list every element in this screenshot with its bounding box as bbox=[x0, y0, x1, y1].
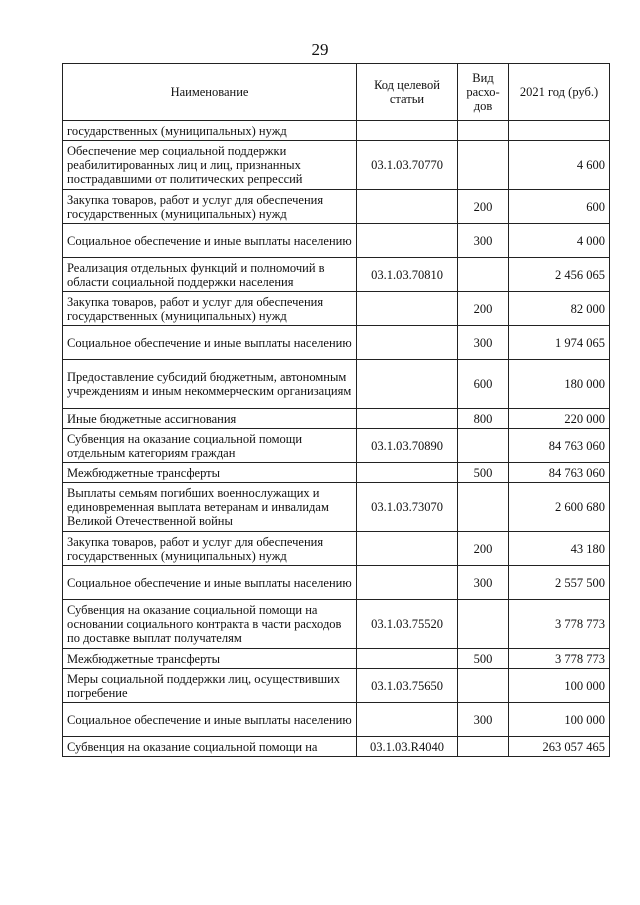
cell-code: 03.1.03.R4040 bbox=[357, 737, 458, 757]
header-row bbox=[63, 64, 610, 121]
cell-sum: 2 557 500 bbox=[509, 566, 610, 600]
cell-type bbox=[458, 258, 509, 292]
cell-name: Закупка товаров, работ и услуг для обеспечения государственных (муниципальных) нужд bbox=[63, 532, 357, 566]
cell-name: Иные бюджетные ассигнования bbox=[63, 409, 357, 429]
cell-type: 800 bbox=[458, 409, 509, 429]
cell-sum: 3 778 773 bbox=[509, 600, 610, 649]
cell-name: Социальное обеспечение и иные выплаты населению bbox=[63, 326, 357, 360]
table-row bbox=[63, 532, 610, 566]
table-row bbox=[63, 463, 610, 483]
table-header bbox=[63, 64, 610, 121]
cell-name: Межбюджетные трансферты bbox=[63, 463, 357, 483]
cell-sum bbox=[509, 121, 610, 141]
cell-name: Социальное обеспечение и иные выплаты населению bbox=[63, 566, 357, 600]
table-row bbox=[63, 669, 610, 703]
budget-table bbox=[62, 63, 610, 757]
cell-type: 300 bbox=[458, 224, 509, 258]
cell-sum: 100 000 bbox=[509, 703, 610, 737]
table-row bbox=[63, 121, 610, 141]
cell-type bbox=[458, 429, 509, 463]
cell-sum: 2 456 065 bbox=[509, 258, 610, 292]
cell-code bbox=[357, 360, 458, 409]
cell-name: Реализация отдельных функций и полномочий в области социальной поддержки населения bbox=[63, 258, 357, 292]
cell-sum: 4 000 bbox=[509, 224, 610, 258]
cell-type bbox=[458, 737, 509, 757]
cell-name: Выплаты семьям погибших военнослужащих и единовременная выплата ветеранам и инвалидам Великой Отечественной войны bbox=[63, 483, 357, 532]
table-row bbox=[63, 566, 610, 600]
cell-code bbox=[357, 121, 458, 141]
table-row bbox=[63, 190, 610, 224]
table-row bbox=[63, 141, 610, 190]
table-row bbox=[63, 737, 610, 757]
cell-name: Субвенция на оказание социальной помощи на основании социального контракта в части расходов по доставке выплат получателям bbox=[63, 600, 357, 649]
table-row bbox=[63, 483, 610, 532]
cell-type: 500 bbox=[458, 463, 509, 483]
cell-code: 03.1.03.70810 bbox=[357, 258, 458, 292]
cell-type bbox=[458, 141, 509, 190]
table-row bbox=[63, 292, 610, 326]
cell-type: 200 bbox=[458, 532, 509, 566]
cell-code: 03.1.03.75650 bbox=[357, 669, 458, 703]
cell-name: Межбюджетные трансферты bbox=[63, 649, 357, 669]
cell-code bbox=[357, 292, 458, 326]
cell-sum: 2 600 680 bbox=[509, 483, 610, 532]
cell-code bbox=[357, 532, 458, 566]
page-number: 29 bbox=[311, 40, 329, 59]
cell-code bbox=[357, 703, 458, 737]
cell-name: Обеспечение мер социальной поддержки реабилитированных лиц и лиц, признанных пострадавшими от политических репрессий bbox=[63, 141, 357, 190]
table-row bbox=[63, 224, 610, 258]
cell-name: Субвенция на оказание социальной помощи отдельным категориям граждан bbox=[63, 429, 357, 463]
cell-sum: 180 000 bbox=[509, 360, 610, 409]
cell-code bbox=[357, 649, 458, 669]
cell-code: 03.1.03.73070 bbox=[357, 483, 458, 532]
table-row bbox=[63, 326, 610, 360]
cell-type bbox=[458, 483, 509, 532]
cell-sum: 82 000 bbox=[509, 292, 610, 326]
cell-type: 200 bbox=[458, 190, 509, 224]
cell-type bbox=[458, 121, 509, 141]
table-row bbox=[63, 703, 610, 737]
cell-type: 300 bbox=[458, 326, 509, 360]
cell-code bbox=[357, 326, 458, 360]
header-type: Вид расхо-дов bbox=[458, 64, 509, 121]
cell-code: 03.1.03.70770 bbox=[357, 141, 458, 190]
table-row bbox=[63, 258, 610, 292]
cell-type: 600 bbox=[458, 360, 509, 409]
cell-sum: 43 180 bbox=[509, 532, 610, 566]
table-row bbox=[63, 649, 610, 669]
cell-code bbox=[357, 190, 458, 224]
cell-type bbox=[458, 600, 509, 649]
cell-name: Социальное обеспечение и иные выплаты населению bbox=[63, 703, 357, 737]
cell-name: Закупка товаров, работ и услуг для обеспечения государственных (муниципальных) нужд bbox=[63, 190, 357, 224]
cell-sum: 100 000 bbox=[509, 669, 610, 703]
cell-sum: 263 057 465 bbox=[509, 737, 610, 757]
cell-sum: 4 600 bbox=[509, 141, 610, 190]
cell-type: 300 bbox=[458, 566, 509, 600]
cell-type: 200 bbox=[458, 292, 509, 326]
cell-sum: 84 763 060 bbox=[509, 463, 610, 483]
cell-code bbox=[357, 224, 458, 258]
header-name: Наименование bbox=[63, 64, 357, 121]
cell-code: 03.1.03.70890 bbox=[357, 429, 458, 463]
header-sum: 2021 год (руб.) bbox=[509, 64, 610, 121]
cell-type bbox=[458, 669, 509, 703]
cell-sum: 3 778 773 bbox=[509, 649, 610, 669]
cell-name: Предоставление субсидий бюджетным, автономным учреждениям и иным некоммерческим организациям bbox=[63, 360, 357, 409]
cell-name: Субвенция на оказание социальной помощи на bbox=[63, 737, 357, 757]
cell-sum: 84 763 060 bbox=[509, 429, 610, 463]
cell-sum: 600 bbox=[509, 190, 610, 224]
cell-sum: 1 974 065 bbox=[509, 326, 610, 360]
table-row bbox=[63, 429, 610, 463]
cell-name: Меры социальной поддержки лиц, осуществивших погребение bbox=[63, 669, 357, 703]
table-row bbox=[63, 600, 610, 649]
cell-code bbox=[357, 409, 458, 429]
cell-type: 300 bbox=[458, 703, 509, 737]
cell-code bbox=[357, 566, 458, 600]
cell-code bbox=[357, 463, 458, 483]
table-row bbox=[63, 409, 610, 429]
cell-code: 03.1.03.75520 bbox=[357, 600, 458, 649]
cell-name: Закупка товаров, работ и услуг для обеспечения государственных (муниципальных) нужд bbox=[63, 292, 357, 326]
header-code: Код целевой статьи bbox=[357, 64, 458, 121]
table-body bbox=[63, 121, 610, 757]
table-row bbox=[63, 360, 610, 409]
cell-type: 500 bbox=[458, 649, 509, 669]
cell-sum: 220 000 bbox=[509, 409, 610, 429]
cell-name: государственных (муниципальных) нужд bbox=[63, 121, 357, 141]
cell-name: Социальное обеспечение и иные выплаты населению bbox=[63, 224, 357, 258]
